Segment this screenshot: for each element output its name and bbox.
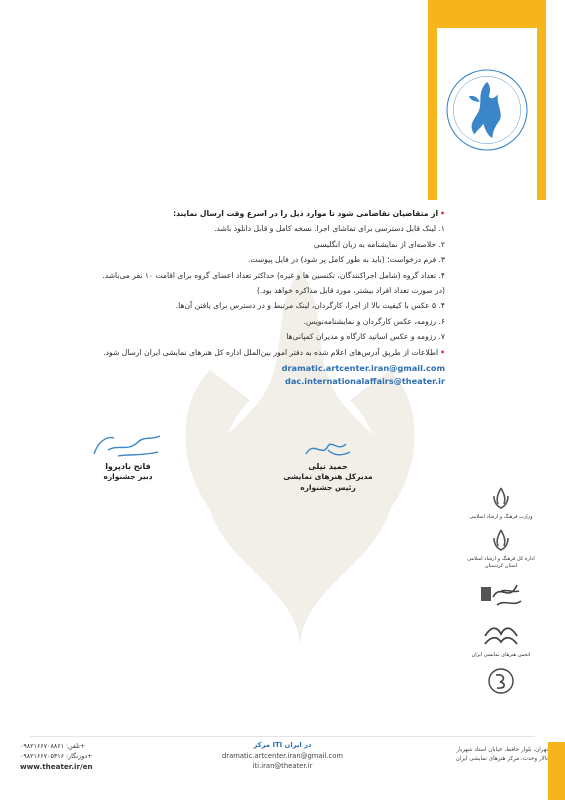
footer-center-title: مرکز ITI در ایران — [253, 741, 312, 749]
list-item: ۴. تعداد گروه (شامل اجراکنندگان، تکنسین ها و غیره) حداکثر تعداد اعضای گروه برای اقامت ۱۰ نفر می‌باشد. — [102, 270, 445, 280]
list-item: ۱. لینک قابل دسترسی برای تماشای اجرا. نسخه کامل و قابل دانلود باشد. — [214, 224, 445, 234]
logo-calligraphy — [466, 577, 536, 615]
logo-caption: انجمن هنرهای نمایشی ایران — [471, 652, 531, 658]
footer-address-line: تهران، بلوار حافظ، خیابان استاد شهریار — [456, 747, 548, 753]
request-requirements — [102, 206, 445, 360]
footer-address — [430, 746, 548, 764]
list-item: (در صورت تعداد افراد بیشتر، مورد قابل مذاکره خواهد بود.) — [256, 286, 445, 296]
list-item: ۴. ۵ عکس با کیفیت بالا از اجرا، کارگردان، لینک مرتبط و در دسترس برای یافتن آن‌ها. — [175, 301, 445, 311]
signature-icon — [298, 436, 358, 462]
emblem-icon — [490, 486, 512, 510]
list-item: ۷. رزومه و عکس اساتید کارگاه و مدیران کمپانی‌ها — [286, 332, 445, 342]
logo-ministry — [466, 486, 536, 521]
director-name: حمید نیلی — [308, 462, 348, 471]
footer-email-link[interactable]: iti.iran@theater.ir — [252, 762, 313, 770]
footer-phone: تلفن: ۰۹۸۲۱۶۶۷۰۸۸۶۱+ — [20, 743, 86, 750]
banner-panel — [437, 28, 537, 200]
logo-round — [466, 666, 536, 700]
secretary-name: فاتح بادپروا — [105, 462, 151, 471]
list-item: ۲. خلاصه‌ای از نمایشنامه به زبان انگلیسی — [313, 239, 445, 249]
director-signature-block — [268, 436, 388, 493]
logo-caption: اداره کل فرهنگ و ارشاد اسلامی استان کردستان — [467, 556, 535, 569]
signature-icon — [88, 432, 168, 462]
theater-association-logo-icon — [481, 622, 521, 648]
round-logo-icon — [486, 666, 516, 696]
footer-divider — [30, 736, 535, 737]
email-link[interactable]: dramatic.artcenter.iran@gmail.com — [281, 363, 445, 373]
corner-accent — [548, 742, 565, 800]
sponsor-logos — [466, 486, 536, 707]
bullet-icon: • — [440, 347, 445, 357]
intro-line — [150, 206, 445, 221]
footer-iti — [200, 740, 365, 772]
email-link[interactable]: dac.internationalaffairs@theater.ir — [284, 376, 445, 386]
contact-emails — [255, 362, 445, 388]
footer-fax: دورنگار: ۰۹۸۲۱۶۶۷۰۵۳۱۶+ — [20, 753, 93, 760]
logo-provincial — [466, 528, 536, 570]
footer-website[interactable]: www.theater.ir/en — [20, 762, 93, 771]
footer-address-line: تالار وحدت، مرکز هنرهای نمایشی ایران — [455, 756, 548, 762]
footer-contact — [20, 742, 93, 772]
festival-banner — [428, 0, 546, 200]
festival-emblem-icon — [441, 60, 533, 160]
calligraphy-logo-icon — [477, 577, 525, 611]
list-item: ۶. رزومه، عکس کارگردان و نمایشنامه‌نویس. — [303, 316, 445, 326]
footer-email-link[interactable]: dramatic.artcenter.iran@gmail.com — [221, 751, 344, 760]
note-text: اطلاعات از طریق آدرس‌های اعلام شده به دفتر امور بین‌الملل اداره کل هنرهای نمایشی ایران ارسال شود. — [103, 347, 439, 357]
secretary-role: دبیر جشنواره — [103, 472, 153, 481]
logo-caption: وزارت فرهنگ و ارشاد اسلامی — [469, 514, 533, 520]
bullet-icon: • — [440, 209, 445, 218]
intro-text: از متقاضیان تقاضامی شود تا موارد ذیل را در اسرع وقت ارسال نمایند: — [173, 209, 439, 218]
page-footer — [0, 730, 565, 800]
note-line — [103, 345, 445, 360]
logo-association — [466, 622, 536, 659]
list-item: ۳. فرم درخواست؛ (باید به طور کامل پر شود) در فایل پیوست. — [248, 255, 445, 265]
director-role: مدیرکل هنرهای نمایشی — [283, 472, 373, 481]
emblem-icon — [490, 528, 512, 552]
secretary-signature-block — [78, 432, 178, 482]
director-role-2: رئیس جشنواره — [300, 483, 356, 492]
